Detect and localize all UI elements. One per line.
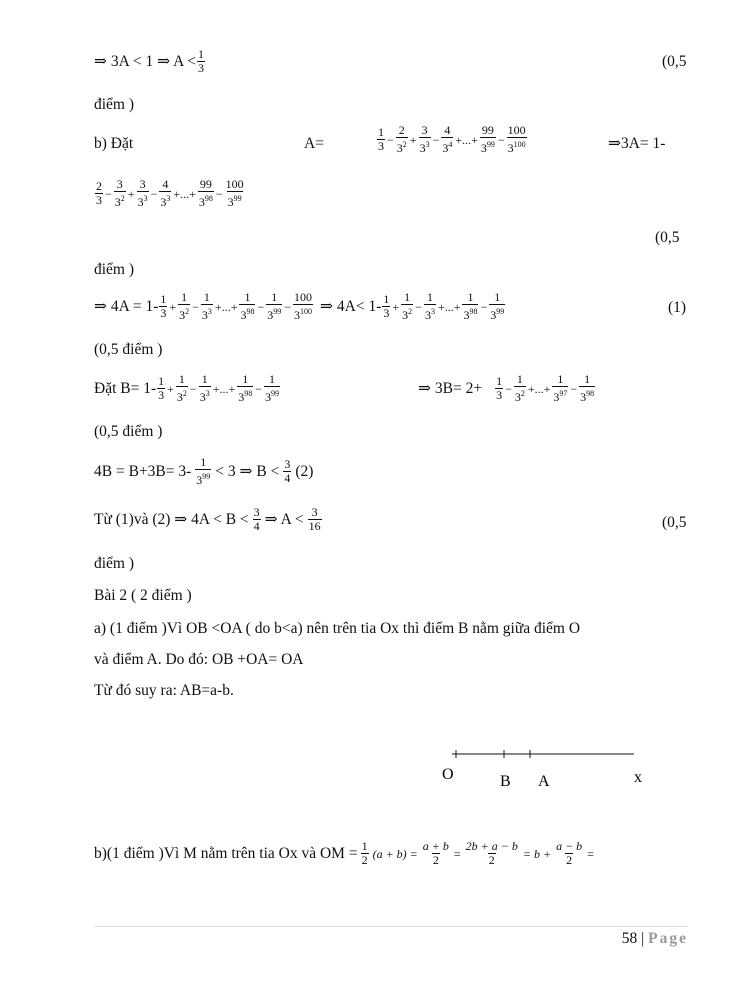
om-line: b)(1 điểm )Vì M nằm trên tia Ox và OM = $\frac{1}{2}$ (a + b) = $\frac{a + b}{2}$ = $\frac{2b + a - b}{2}$ = b + $\frac{a - b}{2}$ = bbox=[94, 839, 594, 867]
page-number: 58 bbox=[621, 930, 638, 947]
page-word: Page bbox=[648, 930, 688, 947]
tu-line: Từ (1)và (2) ⇒ 4A < B < 3 4 ⇒ A < 3 16 bbox=[94, 505, 321, 533]
4A-line: ⇒ 4A = 1- 1 3 + $\frac{1}{3^2}$ − $\frac{1}{3^3}$ +...+ $\frac{1}{3^{98}}$ − $\frac{1}{3^{99}}$ − $\frac{100}{3^{100}}$ ⇒ 4A< 1- 1 3 + $\frac{1}{3^2}$ − $\frac{1}{3^3}$ +...+ $\frac{1}{3^{98}}$ − $\frac{1}{3^{99}}$ bbox=[94, 290, 505, 322]
diem-3: (0,5 điểm ) bbox=[94, 341, 163, 358]
para-a2: và điểm A. Do đó: OB +OA= OA bbox=[94, 651, 304, 668]
label-B: B bbox=[500, 773, 511, 790]
A-eq: A= bbox=[304, 135, 324, 152]
diem-2: điểm ) bbox=[94, 261, 135, 278]
line-1 bbox=[94, 48, 206, 75]
diem-1: điểm ) bbox=[94, 96, 135, 113]
page-separator: | bbox=[641, 930, 645, 947]
4B-line: 4B = B+3B= 3- 1 $3^{99}$ < 3 ⇒ B < 3 4 (2) bbox=[94, 455, 314, 487]
ray-diagram bbox=[440, 742, 650, 802]
label-x: x bbox=[634, 769, 642, 786]
diem-4: (0,5 điểm ) bbox=[94, 423, 163, 440]
diem-5: điểm ) bbox=[94, 555, 135, 572]
b-label: b) Đặt bbox=[94, 135, 134, 152]
score-1: (0,5 bbox=[662, 53, 687, 70]
para-a1: a) (1 điểm )Vì OB <OA ( do b<a) nên trên tia Ox thì điểm B nằm giữa điểm O bbox=[94, 620, 581, 637]
page-footer bbox=[622, 930, 688, 948]
eq1-tag: (1) bbox=[668, 299, 687, 316]
label-O: O bbox=[442, 766, 454, 783]
A-series: 1 3 − $\frac{2}{3^2}$ + $\frac{3}{3^3}$ − $\frac{4}{3^4}$ +...+ $\frac{99}{3^{99}}$ − $\frac{100}{3^{100}}$ bbox=[378, 123, 526, 155]
B-line: Đặt B= 1- 1 3 + $\frac{1}{3^2}$ − $\frac{1}{3^3}$ +...+ $\frac{1}{3^{98}}$ − $\frac{1}{3^{99}}$ bbox=[94, 372, 280, 404]
l1-text: ⇒ 3A < 1 ⇒ A < bbox=[94, 52, 197, 70]
then-3A: ⇒3A= 1- bbox=[608, 135, 666, 152]
3B-line: ⇒ 3B= 2+ 1 3 − $\frac{1}{3^2}$ +...+ $\frac{1}{3^{97}}$ − $\frac{1}{3^{98}}$ bbox=[418, 372, 595, 404]
footer-rule bbox=[94, 926, 688, 927]
3A-series: 2 3 − $\frac{3}{3^2}$ + $\frac{3}{3^3}$ − $\frac{4}{3^3}$ +...+ $\frac{99}{3^{98}}$ − $\frac{100}{3^{99}}$ bbox=[96, 177, 244, 209]
label-A: A bbox=[538, 773, 550, 790]
bai2-heading: Bài 2 ( 2 điểm ) bbox=[94, 587, 192, 604]
score-2: (0,5 bbox=[655, 229, 680, 246]
score-3: (0,5 bbox=[662, 514, 687, 531]
frac-one-third: 1 3 bbox=[198, 47, 205, 75]
para-a3: Từ đó suy ra: AB=a-b. bbox=[94, 682, 234, 699]
